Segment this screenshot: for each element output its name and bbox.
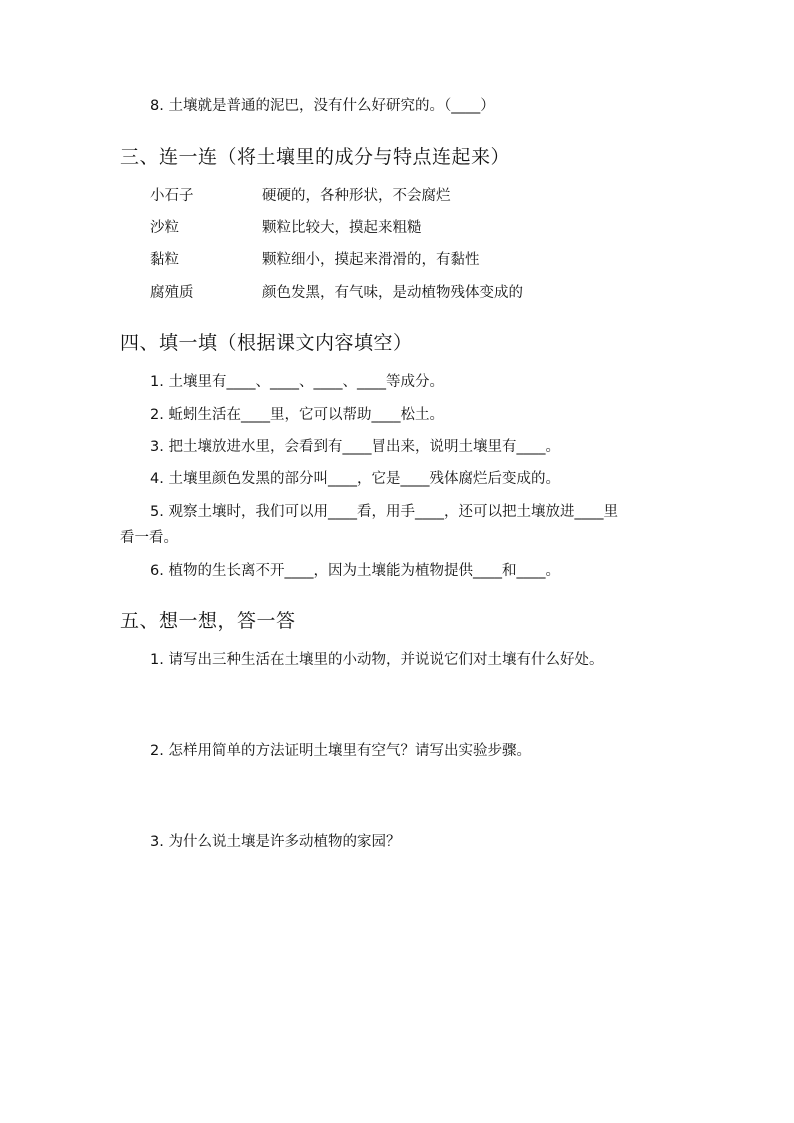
match-item-1: 小石子	[150, 188, 194, 204]
answer-question-1: 1. 请写出三种生活在土壤里的小动物，并说说它们对土壤有什么好处。	[150, 652, 604, 668]
match-desc-1: 硬硬的，各种形状，不会腐烂	[262, 188, 451, 204]
match-item-2: 沙粒	[150, 220, 179, 236]
fill-question-5-line-2: 看一看。	[120, 530, 178, 546]
fill-question-5-line-1: 5. 观察土壤时，我们可以用____看，用手____，还可以把土壤放进____里	[150, 504, 618, 520]
fill-question-1: 1. 土壤里有____、____、____、____等成分。	[150, 374, 444, 390]
fill-question-3: 3. 把土壤放进水里，会看到有____冒出来，说明土壤里有____。	[150, 439, 560, 455]
answer-question-3: 3. 为什么说土壤是许多动植物的家园？	[150, 834, 401, 850]
match-desc-2: 颗粒比较大，摸起来粗糙	[262, 220, 422, 236]
section-5-heading: 五、想一想，答一答	[120, 610, 296, 632]
true-false-question-8: 8. 土壤就是普通的泥巴，没有什么好研究的。（____）	[150, 98, 495, 114]
section-4-heading: 四、填一填（根据课文内容填空）	[120, 332, 413, 354]
match-item-4: 腐殖质	[150, 285, 194, 301]
match-desc-3: 颗粒细小，摸起来滑滑的，有黏性	[262, 252, 480, 268]
section-3-heading: 三、连一连（将土壤里的成分与特点连起来）	[120, 146, 511, 168]
match-desc-4: 颜色发黑，有气味，是动植物残体变成的	[262, 285, 523, 301]
fill-question-2: 2. 蚯蚓生活在____里，它可以帮助____松土。	[150, 407, 444, 423]
answer-question-2: 2. 怎样用简单的方法证明土壤里有空气？请写出实验步骤。	[150, 743, 531, 759]
fill-question-4: 4. 土壤里颜色发黑的部分叫____，它是____残体腐烂后变成的。	[150, 471, 560, 487]
match-item-3: 黏粒	[150, 252, 179, 268]
fill-question-6: 6. 植物的生长离不开____，因为土壤能为植物提供____和____。	[150, 563, 560, 579]
